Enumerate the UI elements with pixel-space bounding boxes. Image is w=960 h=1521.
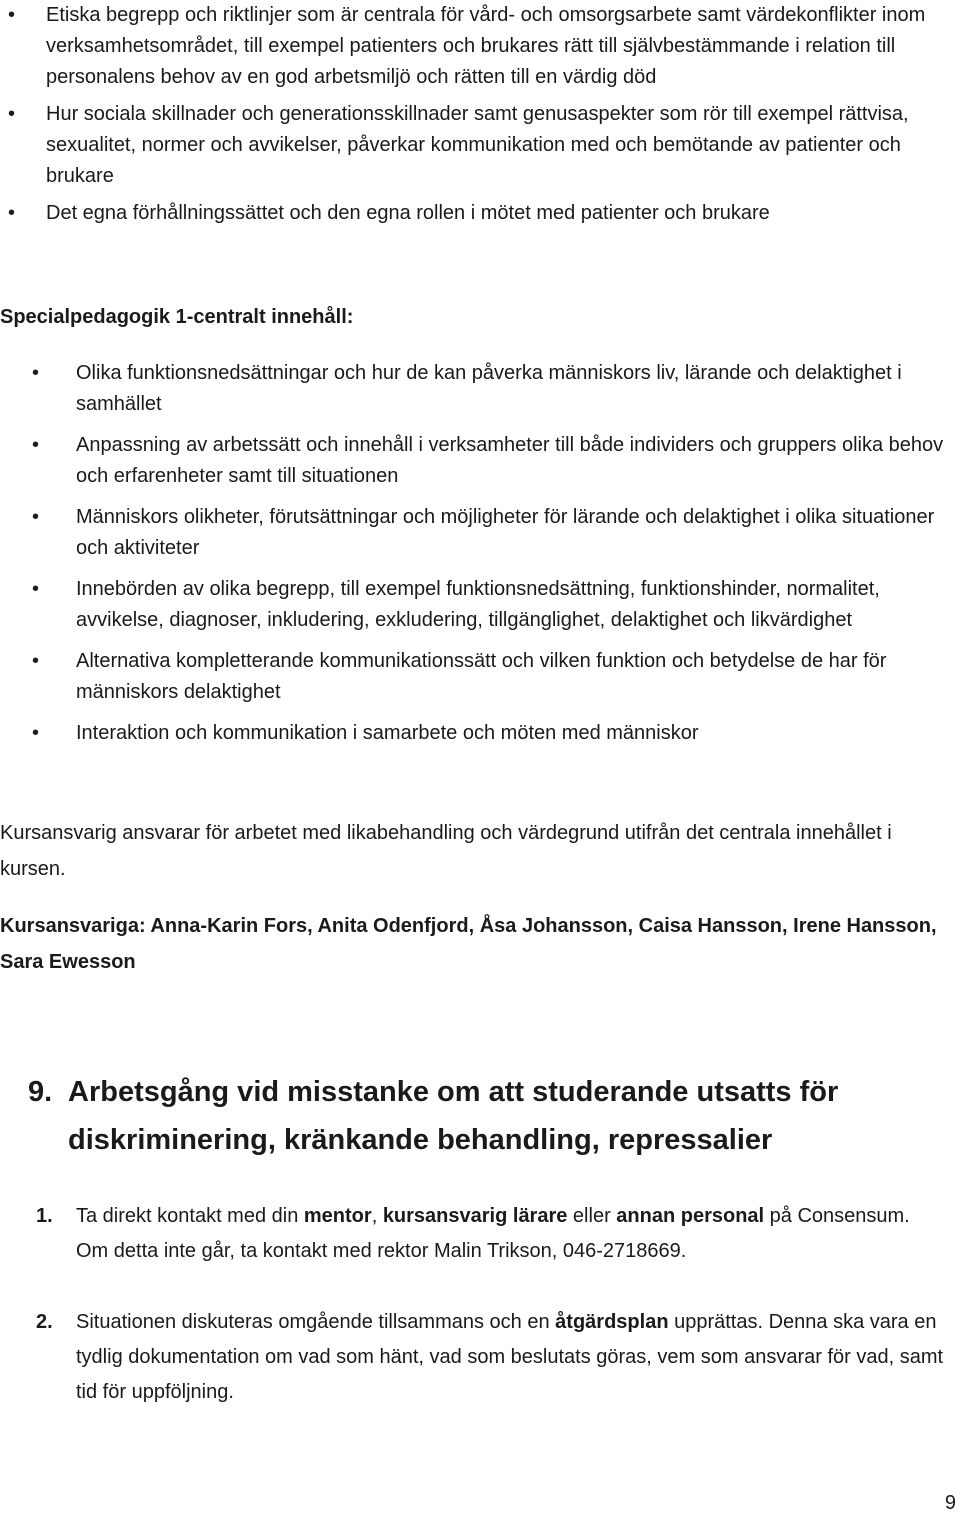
section-9-heading-block xyxy=(0,1068,960,1164)
steps-section xyxy=(0,1199,960,1410)
step-number: 2. xyxy=(36,1311,53,1333)
step-text: , xyxy=(371,1205,383,1227)
page-number: 9 xyxy=(944,1492,956,1514)
section-number: 9. xyxy=(28,1076,53,1108)
ethics-list-section xyxy=(0,0,960,235)
list-item: • Hur sociala skillnader och generationsskillnader samt genusaspekter som rör till exempel rättvisa, sexualitet, normer och avvikelser, påverkar kommunikation med och bemötande av patienter och brukare xyxy=(46,99,946,192)
steps-list xyxy=(0,1199,960,1410)
specialpedagogik-bullet-list xyxy=(0,358,960,749)
list-item: • Det egna förhållningssättet och den egna rollen i mötet med patienter och brukare xyxy=(46,198,946,229)
list-item: • Anpassning av arbetssätt och innehåll i verksamheter till både individers och gruppers olika behov och erfarenheter samt till situationen xyxy=(76,430,946,492)
step-bold: kursansvarig lärare xyxy=(382,1205,568,1227)
list-item: • Människors olikheter, förutsättningar och möjligheter för lärande och delaktighet i olika situationer och aktiviteter xyxy=(76,502,946,564)
kursansvariga-names: Kursansvariga: Anna-Karin Fors, Anita Odenfjord, Åsa Johansson, Caisa Hansson, Irene Hansson, Sara Ewesson xyxy=(0,915,937,973)
ethics-bullet-list xyxy=(0,0,960,229)
step-number: 1. xyxy=(36,1205,53,1227)
list-item: • Interaktion och kommunikation i samarbete och möten med människor xyxy=(76,718,946,749)
step-text: eller xyxy=(567,1205,617,1227)
kursansvarig-paragraph-block xyxy=(0,815,960,887)
step-text: Situationen diskuteras omgående tillsammans och en xyxy=(76,1311,556,1333)
section-title: Arbetsgång vid misstanke om att studerande utsatts för diskriminering, kränkande behandling, repressalier xyxy=(68,1076,839,1156)
step-text: upprättas. Denna ska vara en tydlig dokumentation om vad som hänt, vad som beslutats göras, vem som ansvarar för vad, samt tid för uppföljning. xyxy=(76,1311,944,1403)
list-item: • Innebörden av olika begrepp, till exempel funktionsnedsättning, funktionshinder, normalitet, avvikelse, diagnoser, inkludering, exkludering, tillgänglighet, delaktighet och likvärdighet xyxy=(76,574,946,636)
step-item xyxy=(36,1199,946,1269)
step-item xyxy=(36,1305,946,1410)
kursansvarig-paragraph: Kursansvarig ansvarar för arbetet med likabehandling och värdegrund utifrån det centrala innehållet i kursen. xyxy=(0,822,892,880)
step-text: Ta direkt kontakt med din xyxy=(76,1205,304,1227)
list-item: • Olika funktionsnedsättningar och hur de kan påverka människors liv, lärande och delaktighet i samhället xyxy=(76,358,946,420)
step-text: på Consensum. Om detta inte går, ta kontakt med rektor Malin Trikson, 046-2718669. xyxy=(76,1205,910,1262)
list-item: • Etiska begrepp och riktlinjer som är centrala för vård- och omsorgsarbete samt värdekonflikter inom verksamhetsområdet, till exempel patienters och brukares rätt till självbestämmande i relation till personalens behov av en god arbetsmiljö och rätten till en värdig död xyxy=(46,0,946,93)
section-9-heading xyxy=(0,1068,960,1164)
specialpedagogik-heading-block xyxy=(0,301,960,333)
specialpedagogik-list-section xyxy=(0,358,960,759)
step-bold: mentor xyxy=(303,1205,372,1227)
kursansvariga-block xyxy=(0,908,960,980)
list-item: • Alternativa kompletterande kommunikationssätt och vilken funktion och betydelse de har för människors delaktighet xyxy=(76,646,946,708)
step-bold: åtgärdsplan xyxy=(555,1311,669,1333)
step-bold: annan personal xyxy=(616,1205,765,1227)
section-heading: Specialpedagogik 1-centralt innehåll: xyxy=(0,306,354,328)
